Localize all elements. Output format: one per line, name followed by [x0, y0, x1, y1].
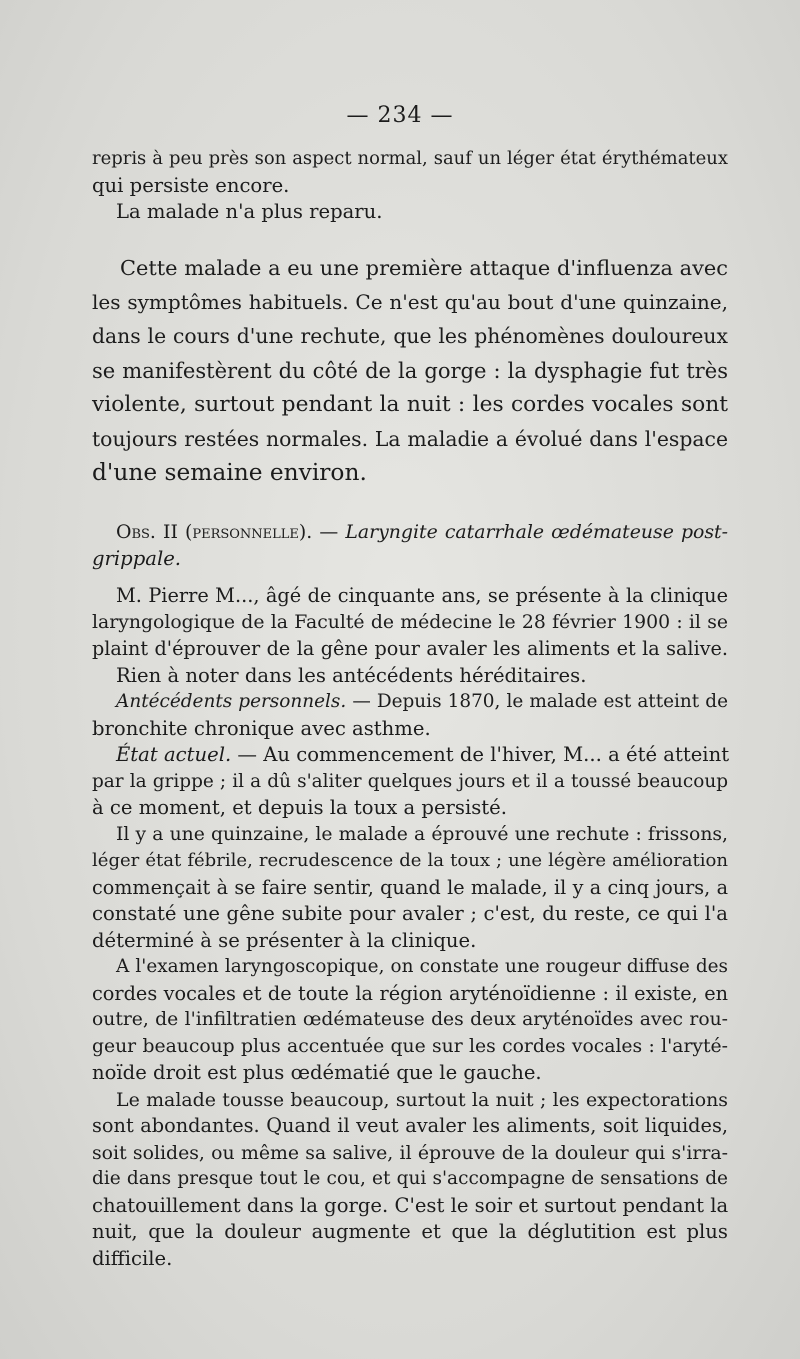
commentary-paragraph	[92, 251, 728, 490]
text-line: d'une semaine environ.	[92, 459, 367, 487]
text-line: Rien à noter dans les antécédents héréditaires.	[116, 663, 587, 687]
page-number: — 234 —	[346, 103, 454, 128]
intro-paragraph	[92, 146, 728, 226]
text-line: chatouillement dans la gorge. C'est le soir et surtout pendant la	[92, 1193, 729, 1217]
text-line: qui persiste encore.	[92, 173, 290, 197]
text-line: constaté une gêne subite pour avaler ; c'est, du reste, ce qui l'a	[92, 902, 728, 925]
text-line: les symptômes habituels. Ce n'est qu'au bout d'une quinzaine,	[92, 290, 728, 315]
text-line: sont abondantes. Quand il veut avaler les aliments, soit liquides,	[92, 1114, 728, 1137]
text-line: violente, surtout pendant la nuit : les cordes vocales sont	[92, 391, 728, 417]
text-line: toujours restées normales. La maladie a évolué dans l'espace	[92, 427, 728, 452]
text-line: repris à peu près son aspect normal, sauf un léger état érythémateux	[92, 148, 728, 169]
text-line: geur beaucoup plus accentuée que sur les cordes vocales : l'aryté-	[92, 1035, 728, 1057]
heading-line	[92, 519, 728, 546]
observation-title-continued: grippale.	[92, 546, 182, 570]
text-line: par la grippe ; il a dû s'aliter quelques jours et il a toussé beaucoup	[92, 770, 728, 792]
section-label: État actuel.	[116, 743, 232, 766]
text-line: se manifestèrent du côté de la gorge : la dysphagie fut très	[92, 357, 728, 383]
text-line: commençait à se faire sentir, quand le malade, il y a cinq jours, a	[92, 875, 728, 899]
text-run: — Depuis 1870, le malade est atteint de	[346, 691, 728, 712]
text-line: plaint d'éprouver de la gêne pour avaler les aliments et la salive.	[92, 637, 728, 660]
text-line: noïde droit est plus œdématié que le gauche.	[92, 1061, 542, 1084]
text-line: léger état fébrile, recrudescence de la toux ; une légère amélioration	[92, 850, 728, 871]
text-line: déterminé à se présenter à la clinique.	[92, 928, 477, 952]
text-line: laryngologique de la Faculté de médecine le 28 février 1900 : il se	[92, 611, 728, 633]
text-line: dans le cours d'une rechute, que les phénomènes douloureux	[92, 324, 728, 349]
text-run: — Au commencement de l'hiver, M... a été atteint	[231, 743, 730, 766]
text-line: difficile.	[92, 1246, 173, 1270]
text-line: Cette malade a eu une première attaque d'influenza avec	[120, 256, 728, 280]
text-line: outre, de l'infiltratien œdémateuse des deux aryténoïdes avec rou-	[92, 1009, 728, 1030]
observation-title: Laryngite catarrhale œdémateuse post-	[345, 521, 729, 543]
observation-heading	[92, 519, 728, 572]
section-label: Antécédents personnels.	[116, 691, 347, 712]
observation-label: Obs. II (personnelle). —	[116, 521, 339, 543]
text-line: die dans presque tout le cou, et qui s'accompagne de sensations de	[92, 1168, 728, 1189]
text-line: nuit, que la douleur augmente et que la déglutition est plus	[92, 1220, 728, 1243]
text-line: cordes vocales et de toute la région aryténoïdienne : il existe, en	[92, 981, 728, 1005]
observation-body	[92, 583, 728, 1272]
text-line: M. Pierre M..., âgé de cinquante ans, se présente à la clinique	[116, 584, 728, 607]
text-line	[92, 689, 728, 716]
text-line: soit solides, ou même sa salive, il éprouve de la douleur qui s'irra-	[92, 1141, 728, 1164]
text-line: bronchite chronique avec asthme.	[92, 716, 431, 740]
text-line	[92, 742, 728, 769]
text-line: Il y a une quinzaine, le malade a éprouvé une rechute : frissons,	[116, 823, 728, 845]
text-line: A l'examen laryngoscopique, on constate une rougeur diffuse des	[116, 956, 728, 977]
text-line: La malade n'a plus reparu.	[116, 200, 383, 223]
text-line: Le malade tousse beaucoup, surtout la nuit ; les expectorations	[116, 1088, 728, 1111]
text-line: à ce moment, et depuis la toux a persisté.	[92, 796, 507, 819]
